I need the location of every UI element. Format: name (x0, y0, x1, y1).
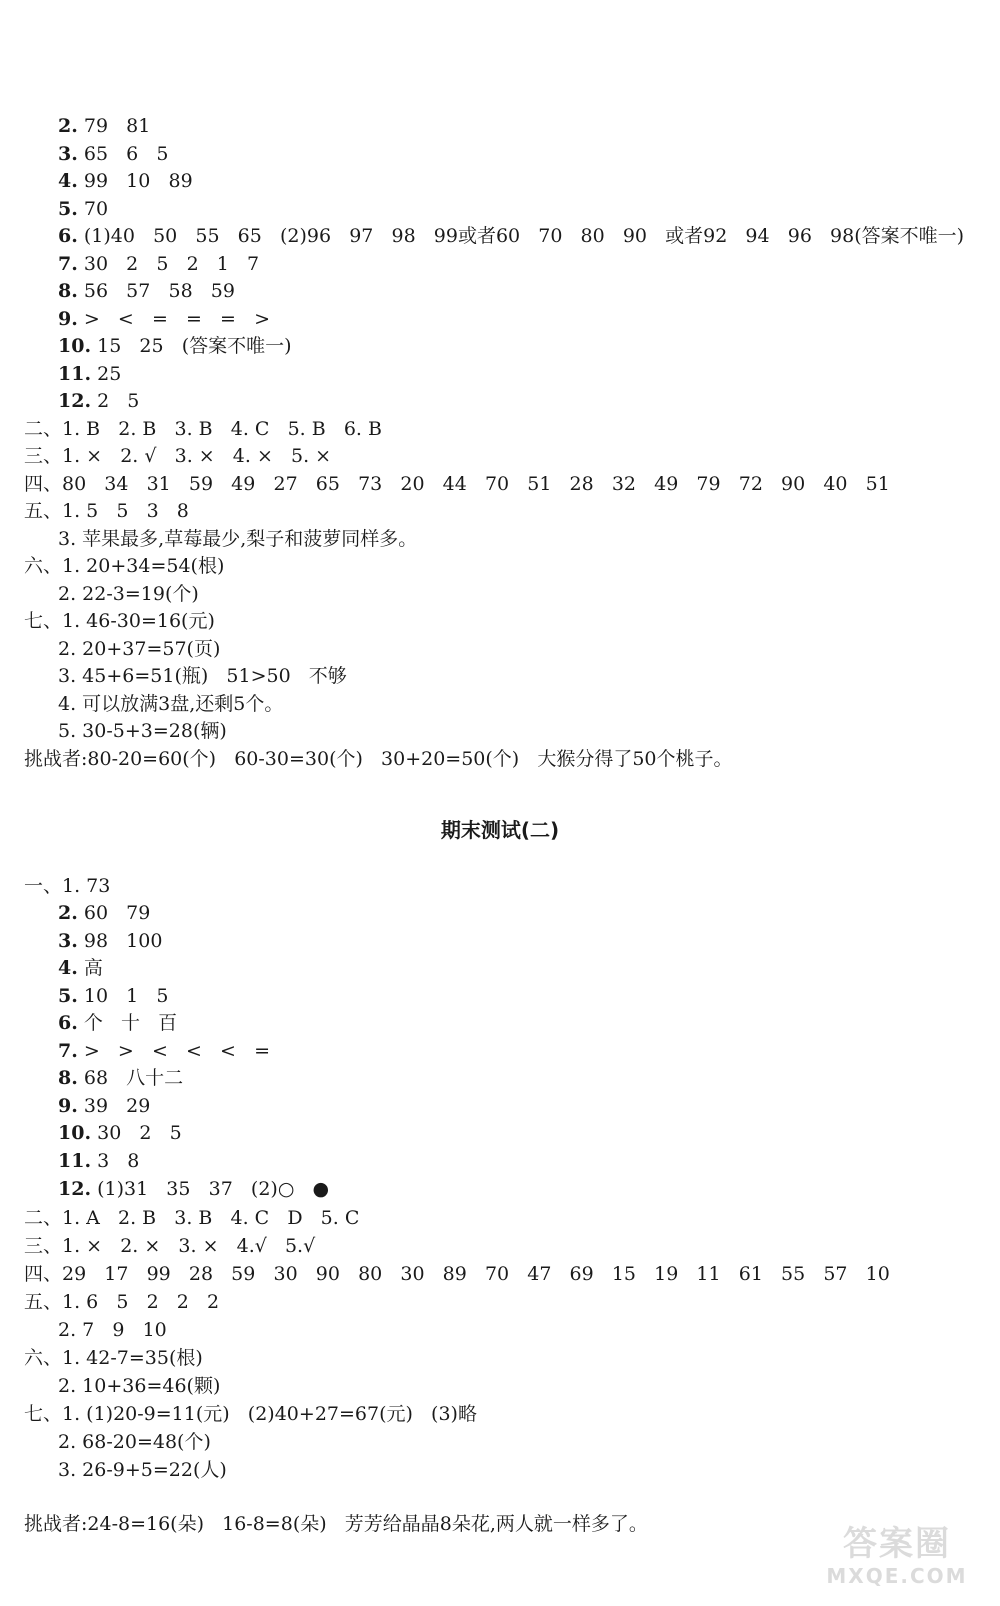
s2-item-10: 10. 30 2 5 (58, 1122, 182, 1144)
s1-item-3: 3. 65 6 5 (58, 143, 169, 165)
s1-section-san: 三、1. × 2. √ 3. × 4. × 5. × (24, 445, 332, 467)
s1-section-er: 二、1. B 2. B 3. B 4. C 5. B 6. B (24, 418, 382, 440)
s1-section-qi-5: 5. 30-5+3=28(辆) (58, 720, 227, 742)
s2-section-qi-3: 3. 26-9+5=22(人) (58, 1459, 227, 1481)
s2-item-7: 7. > > < < < = (58, 1040, 270, 1062)
s2-section-liu-2: 2. 10+36=46(颗) (58, 1375, 221, 1397)
s1-section-qi-3: 3. 45+6=51(瓶) 51>50 不够 (58, 665, 347, 687)
s2-section-qi-2: 2. 68-20=48(个) (58, 1431, 211, 1453)
s2-section-er: 二、1. A 2. B 3. B 4. C D 5. C (24, 1207, 360, 1229)
s1-section-liu-1: 六、1. 20+34=54(根) (24, 555, 225, 577)
s2-section-wu-2: 2. 7 9 10 (58, 1319, 167, 1341)
watermark-top-text: 答案圈 (843, 1524, 951, 1564)
s2-challenge: 挑战者:24-8=16(朵) 16-8=8(朵) 芳芳给晶晶8朵花,两人就一样多了。 (24, 1513, 648, 1535)
s1-item-9: 9. > < = = = > (58, 308, 270, 330)
s1-section-wu-1: 五、1. 5 5 3 8 (24, 500, 189, 522)
s2-item-2: 2. 60 79 (58, 902, 151, 924)
s2-item-12: 12. (1)31 35 37 (2)○ ● (58, 1178, 330, 1200)
s1-section-qi-2: 2. 20+37=57(页) (58, 638, 221, 660)
s1-section-si: 四、80 34 31 59 49 27 65 73 20 44 70 51 28 32 49 79 72 90 40 51 (24, 473, 890, 495)
s2-item-3: 3. 98 100 (58, 930, 163, 952)
s2-section-san: 三、1. × 2. × 3. × 4.√ 5.√ (24, 1235, 316, 1257)
s1-section-wu-3: 3. 苹果最多,草莓最少,梨子和菠萝同样多。 (58, 528, 418, 550)
watermark-bottom-text: MXQE.COM (826, 1564, 968, 1588)
s1-item-8: 8. 56 57 58 59 (58, 280, 235, 302)
watermark-logo (812, 1524, 982, 1596)
s1-section-liu-2: 2. 22-3=19(个) (58, 583, 199, 605)
s1-section-qi-4: 4. 可以放满3盘,还剩5个。 (58, 693, 284, 715)
s1-item-11: 11. 25 (58, 363, 122, 385)
s2-section-si: 四、29 17 99 28 59 30 90 80 30 89 70 47 69 15 19 11 61 55 57 10 (24, 1263, 890, 1285)
page-title: 期末测试(二) (440, 818, 560, 842)
s1-item-5: 5. 70 (58, 198, 109, 220)
s2-section-yi-1: 一、1. 73 (24, 875, 111, 897)
s2-item-5: 5. 10 1 5 (58, 985, 169, 1007)
s1-item-2: 2. 79 81 (58, 115, 151, 137)
s2-section-wu-1: 五、1. 6 5 2 2 2 (24, 1291, 220, 1313)
s1-section-qi-1: 七、1. 46-30=16(元) (24, 610, 215, 632)
s2-item-11: 11. 3 8 (58, 1150, 140, 1172)
s2-item-9: 9. 39 29 (58, 1095, 151, 1117)
s2-item-6: 6. 个 十 百 (58, 1012, 178, 1034)
s1-item-6: 6. (1)40 50 55 65 (2)96 97 98 99或者60 70 80 90 或者92 94 96 98(答案不唯一) (58, 225, 965, 247)
s1-item-12: 12. 2 5 (58, 390, 140, 412)
s2-section-liu-1: 六、1. 42-7=35(根) (24, 1347, 203, 1369)
s1-item-7: 7. 30 2 5 2 1 7 (58, 253, 260, 275)
s2-item-8: 8. 68 八十二 (58, 1067, 184, 1089)
s1-challenge: 挑战者:80-20=60(个) 60-30=30(个) 30+20=50(个) 大猴分得了50个桃子。 (24, 748, 733, 770)
s2-section-qi-1: 七、1. (1)20-9=11(元) (2)40+27=67(元) (3)略 (24, 1403, 477, 1425)
s2-item-4: 4. 高 (58, 957, 103, 979)
s1-item-10: 10. 15 25 (答案不唯一) (58, 335, 292, 357)
s1-item-4: 4. 99 10 89 (58, 170, 193, 192)
